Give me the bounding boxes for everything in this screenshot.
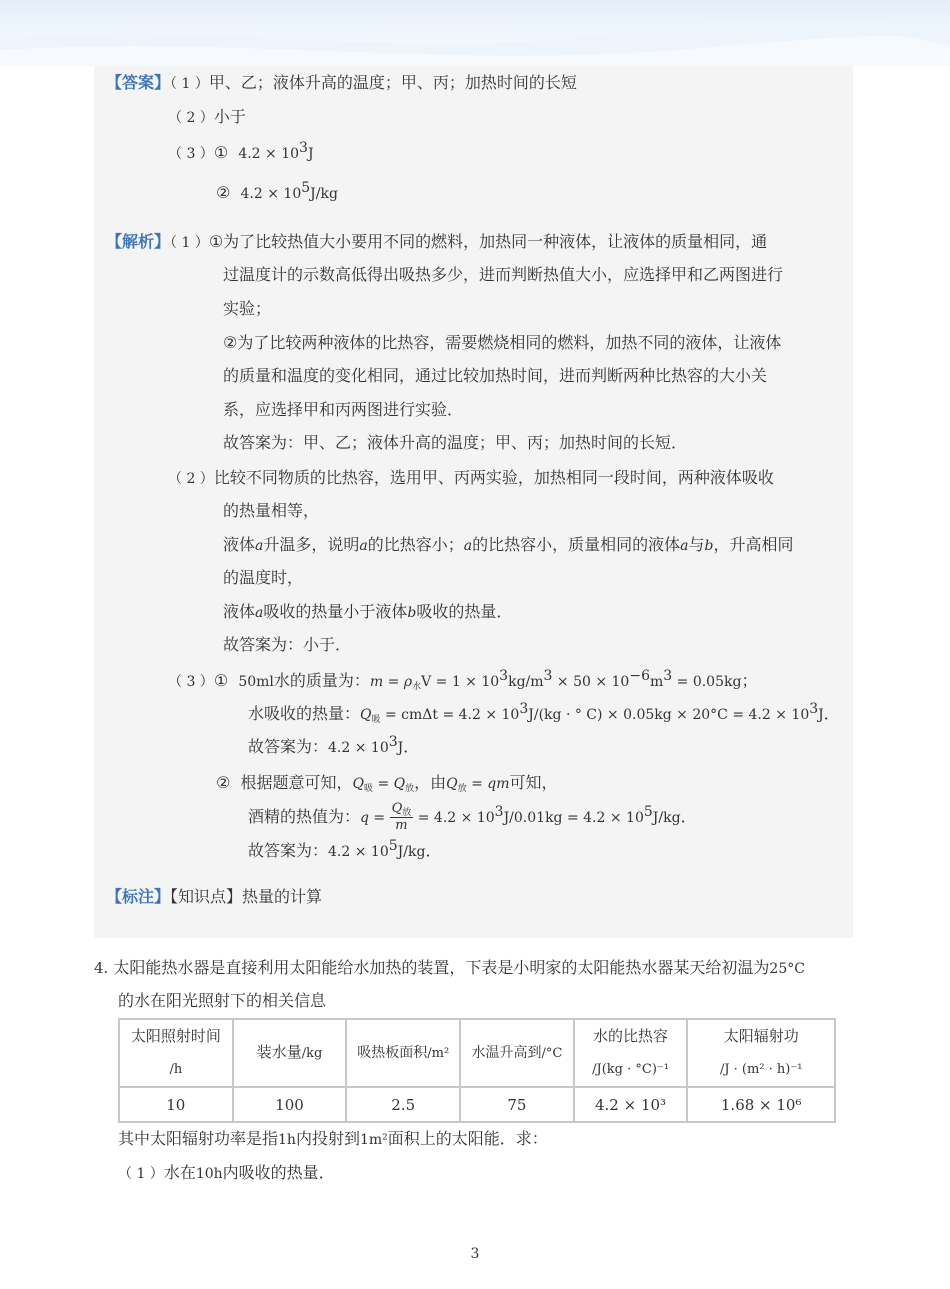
fraction: $\frac{Q_放}{m}$ [391,801,412,833]
table-header-row [119,1019,835,1087]
answer-line-3: （ 3 ）① $4.2 \times 10^3J$ [168,140,314,162]
table-header-cell: 水的比热容 /J(kg · °C)⁻¹ [574,1019,688,1087]
table-header-cell: 太阳辐射功 /J · (m² · h)⁻¹ [687,1019,835,1087]
table-cell: 1.68 × 10⁶ [687,1087,835,1122]
question-line-1: 4. 太阳能热水器是直接利用太阳能给水加热的装置，下表是小明家的太阳能热水器某天给初温为25°C [94,958,805,977]
table-cell: 10 [119,1087,233,1122]
table-cell: 4.2 × 10³ [574,1087,688,1122]
analysis-text: 实验； [223,299,272,318]
analysis-text: 的温度时， [223,568,304,587]
table-header-cell: 太阳照射时间 /h [119,1019,233,1087]
analysis-part-3-line-6: 故答案为：$4.2 \times 10^5J/kg$． [248,838,442,860]
note-line: 【标注】【知识点】热量的计算 [106,887,323,906]
table-header-cell: 吸热板面积/m² [346,1019,460,1087]
page-number: 3 [470,1246,480,1262]
question-sub-1: （ 1 ）水在10h内吸收的热量． [118,1163,335,1182]
table-cell: 75 [460,1087,574,1122]
question-line-2: 的水在阳光照射下的相关信息 [118,991,327,1010]
analysis-text: 的热量相等， [223,501,320,520]
table-header-cell: 水温升高到/°C [460,1019,574,1087]
analysis-tag: 【解析】 [106,232,171,251]
analysis-text: 的质量和温度的变化相同，通过比较加热时间，进而判断两种比热容的大小关 [223,366,768,385]
analysis-part-3-line-3: 故答案为：$4.2 \times 10^3J$． [248,734,420,756]
analysis-text: 液体a升温多，说明a的比热容小；a的比热容小，质量相同的液体a与b，升高相同 [223,535,794,554]
analysis-text: 故答案为：小于． [223,635,352,654]
table-cell: 2.5 [346,1087,460,1122]
analysis-part-3-line-5: 酒精的热值为：q = $\frac{Q_放}{m}$ = $4.2 \times 10^3J/0.01kg = 4.2 \times 10^5J/kg$． [248,801,697,833]
analysis-text: ②为了比较两种液体的比热容，需要燃烧相同的燃料，加热不同的液体，让液体 [223,333,782,352]
header-banner [0,0,950,66]
answer-line-2: （ 2 ）小于 [168,107,246,126]
info-table [118,1018,836,1123]
answer-tag: 【答案】 [106,73,171,92]
analysis-text: 系，应选择甲和丙两图进行实验． [223,400,464,419]
analysis-text: 过温度计的示数高低得出吸热多少，进而判断热值大小，应选择甲和乙两图进行 [223,265,784,284]
table-row [119,1087,835,1122]
table-cell: 100 [233,1087,347,1122]
analysis-part-3-line-4: ② 根据题意可知，$Q_吸 = Q_放$，由$Q_放$ = qm可知， [216,773,558,794]
table-header-cell: 装水量/kg [233,1019,347,1087]
analysis-part-2: （ 2 ）比较不同物质的比热容，选用甲、丙两实验，加热相同一段时间，两种液体吸收 [168,468,774,487]
answer-line-4: ② $4.2 \times 10^5J/kg$ [216,180,338,202]
analysis-part-3-line-2: 水吸收的热量：$Q_吸 = cm\Delta t = 4.2 \times 10^3J/(kg$ · ° $C) \times 0.05kg \times 20^\circ C = 4.2 \times 10^3J$． [248,701,840,725]
wave-decoration [0,0,950,66]
analysis-text: 故答案为：甲、乙；液体升高的温度；甲、丙；加热时间的长短． [223,433,688,452]
note-tag: 【标注】 [106,887,171,906]
analysis-part-3-line-1: （ 3 ）① 50ml水的质量为：$m = \rho_水V = 1 \times 10^3kg/m^3 \times 50 \times 10^{-6}m^3 = 0.05kg$； [168,668,758,692]
question-line-3: 其中太阳辐射功率是指1h内投射到1m²面积上的太阳能．求： [118,1129,548,1148]
analysis-line-1: 【解析】（ 1 ）①为了比较热值大小要用不同的燃料，加热同一种液体，让液体的质量相同，通 [106,232,768,251]
analysis-text: 液体a吸收的热量小于液体b吸收的热量． [223,602,513,621]
answer-line-1: 【答案】（ 1 ）甲、乙；液体升高的温度；甲、丙；加热时间的长短 [106,73,577,92]
